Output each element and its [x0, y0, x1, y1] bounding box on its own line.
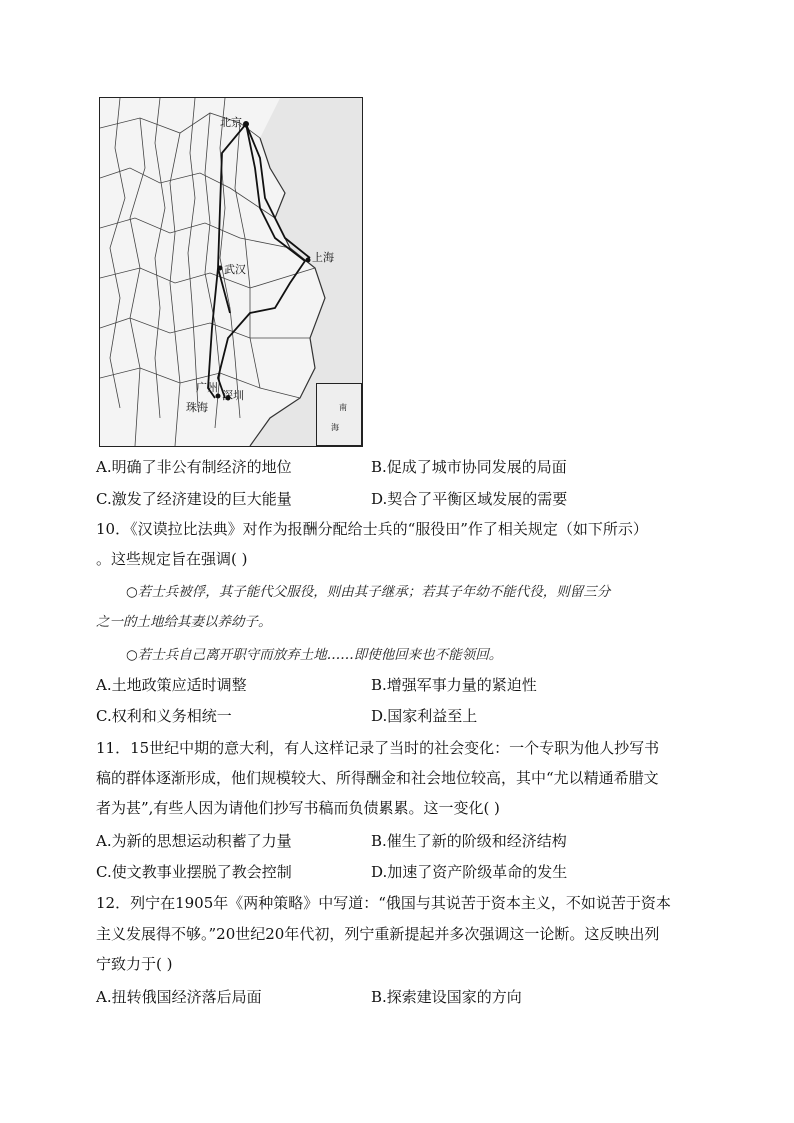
q11-stem-line3: 者为甚”,有些人因为请他们抄写书稿而负债累累。这一变化( )	[96, 799, 500, 817]
q10-option-b[interactable]: B.增强军事力量的紧迫性	[371, 676, 537, 694]
q10-option-a[interactable]: A.土地政策应适时调整	[96, 676, 247, 694]
q11-stem-line1: 11．15世纪中期的意大利，有人这样记录了当时的社会变化：一个专职为他人抄写书	[96, 739, 660, 757]
q12-stem-line1: 12．列宁在1905年《两种策略》中写道：“俄国与其说苦于资本主义，不如说苦于资本	[96, 894, 671, 912]
label-zhuhai: 珠海	[186, 401, 208, 414]
q11-option-d[interactable]: D.加速了资产阶级革命的发生	[371, 863, 568, 881]
q10-quote1-line1: ○若士兵被俘，其子能代父服役，则由其子继承；若其子年幼不能代役，则留三分	[126, 584, 611, 600]
label-guangzhou: 广州	[196, 381, 218, 394]
south-china-sea-inset	[316, 383, 362, 446]
q10-quote1-line2: 之一的土地给其妻以养幼子。	[96, 614, 272, 630]
label-wuhan: 武汉	[224, 263, 246, 276]
route-map	[99, 97, 363, 447]
q10-quote2-line1: ○若士兵自己离开职守而放弃土地……即使他回来也不能领回。	[126, 647, 503, 663]
q9-option-b[interactable]: B.促成了城市协同发展的局面	[371, 458, 567, 476]
q9-option-a[interactable]: A.明确了非公有制经济的地位	[96, 458, 292, 476]
q11-option-b[interactable]: B.催生了新的阶级和经济结构	[371, 832, 567, 850]
q10-stem-line1: 10．《汉谟拉比法典》对作为报酬分配给士兵的“服役田”作了相关规定（如下所示）	[96, 520, 648, 538]
q12-option-a[interactable]: A.扭转俄国经济落后局面	[96, 988, 262, 1006]
q10-option-c[interactable]: C.权利和义务相统一	[96, 707, 232, 725]
q11-option-c[interactable]: C.使文教事业摆脱了教会控制	[96, 863, 292, 881]
inset-label-hai: 海	[331, 423, 339, 432]
q10-option-d[interactable]: D.国家利益至上	[371, 707, 478, 725]
q9-option-c[interactable]: C.激发了经济建设的巨大能量	[96, 490, 292, 508]
q12-stem-line3: 宁致力于( )	[96, 955, 173, 973]
q10-stem-line2: 。这些规定旨在强调( )	[96, 550, 248, 568]
q12-stem-line2: 主义发展得不够。”20世纪20年代初，列宁重新提起并多次强调这一论断。这反映出列	[96, 925, 660, 943]
q11-stem-line2: 稿的群体逐渐形成，他们规模较大、所得酬金和社会地位较高，其中“尤以精通希腊文	[96, 769, 659, 787]
q12-option-b[interactable]: B.探索建设国家的方向	[371, 988, 522, 1006]
label-beijing: 北京	[220, 116, 242, 129]
q11-option-a[interactable]: A.为新的思想运动积蓄了力量	[96, 832, 292, 850]
q9-option-d[interactable]: D.契合了平衡区域发展的需要	[371, 490, 568, 508]
inset-label-nan: 南	[339, 403, 347, 412]
label-shenzhen: 深圳	[222, 389, 244, 402]
label-shanghai: 上海	[312, 251, 334, 264]
